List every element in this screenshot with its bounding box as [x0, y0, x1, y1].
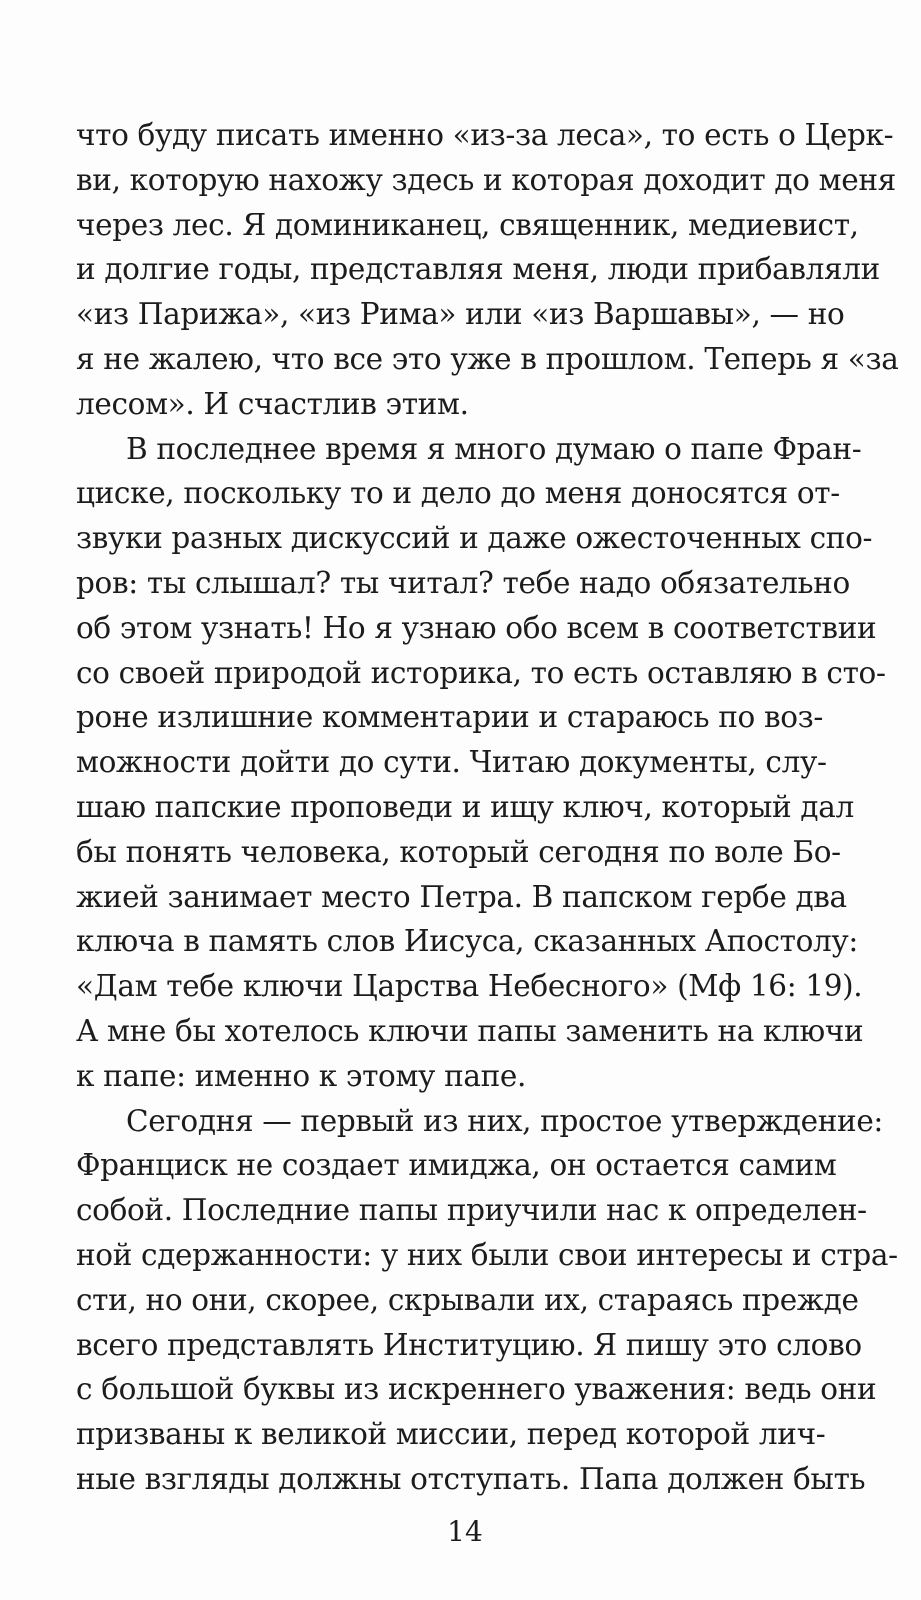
text-line: роне излишние комментарии и стараюсь по воз- — [76, 700, 823, 735]
text-line: ключа в память слов Иисуса, сказанных Апостолу: — [76, 924, 859, 959]
text-line: сти, но они, скорее, скрывали их, стараясь прежде — [76, 1282, 859, 1317]
text-line: через лес. Я доминиканец, священник, медиевист, — [76, 207, 859, 242]
paragraph-start-line: В последнее время я много думаю о папе Фран- — [126, 431, 862, 466]
text-line: звуки разных дискуссий и даже ожесточенных спо- — [76, 521, 873, 556]
text-line: и долгие годы, представляя меня, люди прибавляли — [76, 252, 880, 287]
text-line: «Дам тебе ключи Царства Небесного» (Мф 16: 19). — [76, 969, 863, 1004]
page-number: 14 — [447, 1515, 483, 1548]
text-line: всего представлять Институцию. Я пишу это слово — [76, 1327, 862, 1362]
paragraph-start-line: Сегодня — первый из них, простое утверждение: — [126, 1103, 884, 1138]
text-line: жией занимает место Петра. В папском гербе два — [76, 879, 847, 914]
text-line: можности дойти до сути. Читаю документы, слу- — [76, 745, 827, 780]
text-line: ной сдержанности: у них были свои интересы и стра- — [76, 1238, 898, 1272]
text-line: лесом». И счастлив этим. — [76, 386, 469, 421]
text-line: циске, поскольку то и дело до меня доносятся от- — [76, 476, 840, 511]
text-line: бы понять человека, который сегодня по воле Бо- — [76, 834, 841, 869]
text-line: с большой буквы из искреннего уважения: ведь они — [76, 1372, 877, 1407]
text-line: ные взгляды должны отступать. Папа должен быть — [76, 1462, 866, 1496]
text-line: что буду писать именно «из-за леса», то есть о Церк- — [76, 118, 894, 152]
text-line: к папе: именно к этому папе. — [76, 1058, 527, 1093]
text-line: шаю папские проповеди и ищу ключ, который дал — [76, 790, 854, 824]
text-line: об этом узнать! Но я узнаю обо всем в соответствии — [76, 610, 877, 645]
text-line: А мне бы хотелось ключи папы заменить на ключи — [76, 1014, 864, 1048]
text-line: «из Парижа», «из Рима» или «из Варшавы», — но — [76, 297, 845, 332]
text-line: ров: ты слышал? ты читал? тебе надо обязательно — [76, 566, 850, 600]
text-line: Франциск не создает имиджа, он остается самим — [76, 1148, 837, 1183]
text-line: собой. Последние папы приучили нас к определен- — [76, 1193, 867, 1228]
text-line: со своей природой историка, то есть оставляю в сто- — [76, 655, 886, 690]
text-line: я не жалею, что все это уже в прошлом. Теперь я «за — [76, 342, 899, 376]
text-line: ви, которую нахожу здесь и которая доходит до меня — [76, 162, 896, 197]
text-line: призваны к великой миссии, перед которой лич- — [76, 1417, 826, 1452]
